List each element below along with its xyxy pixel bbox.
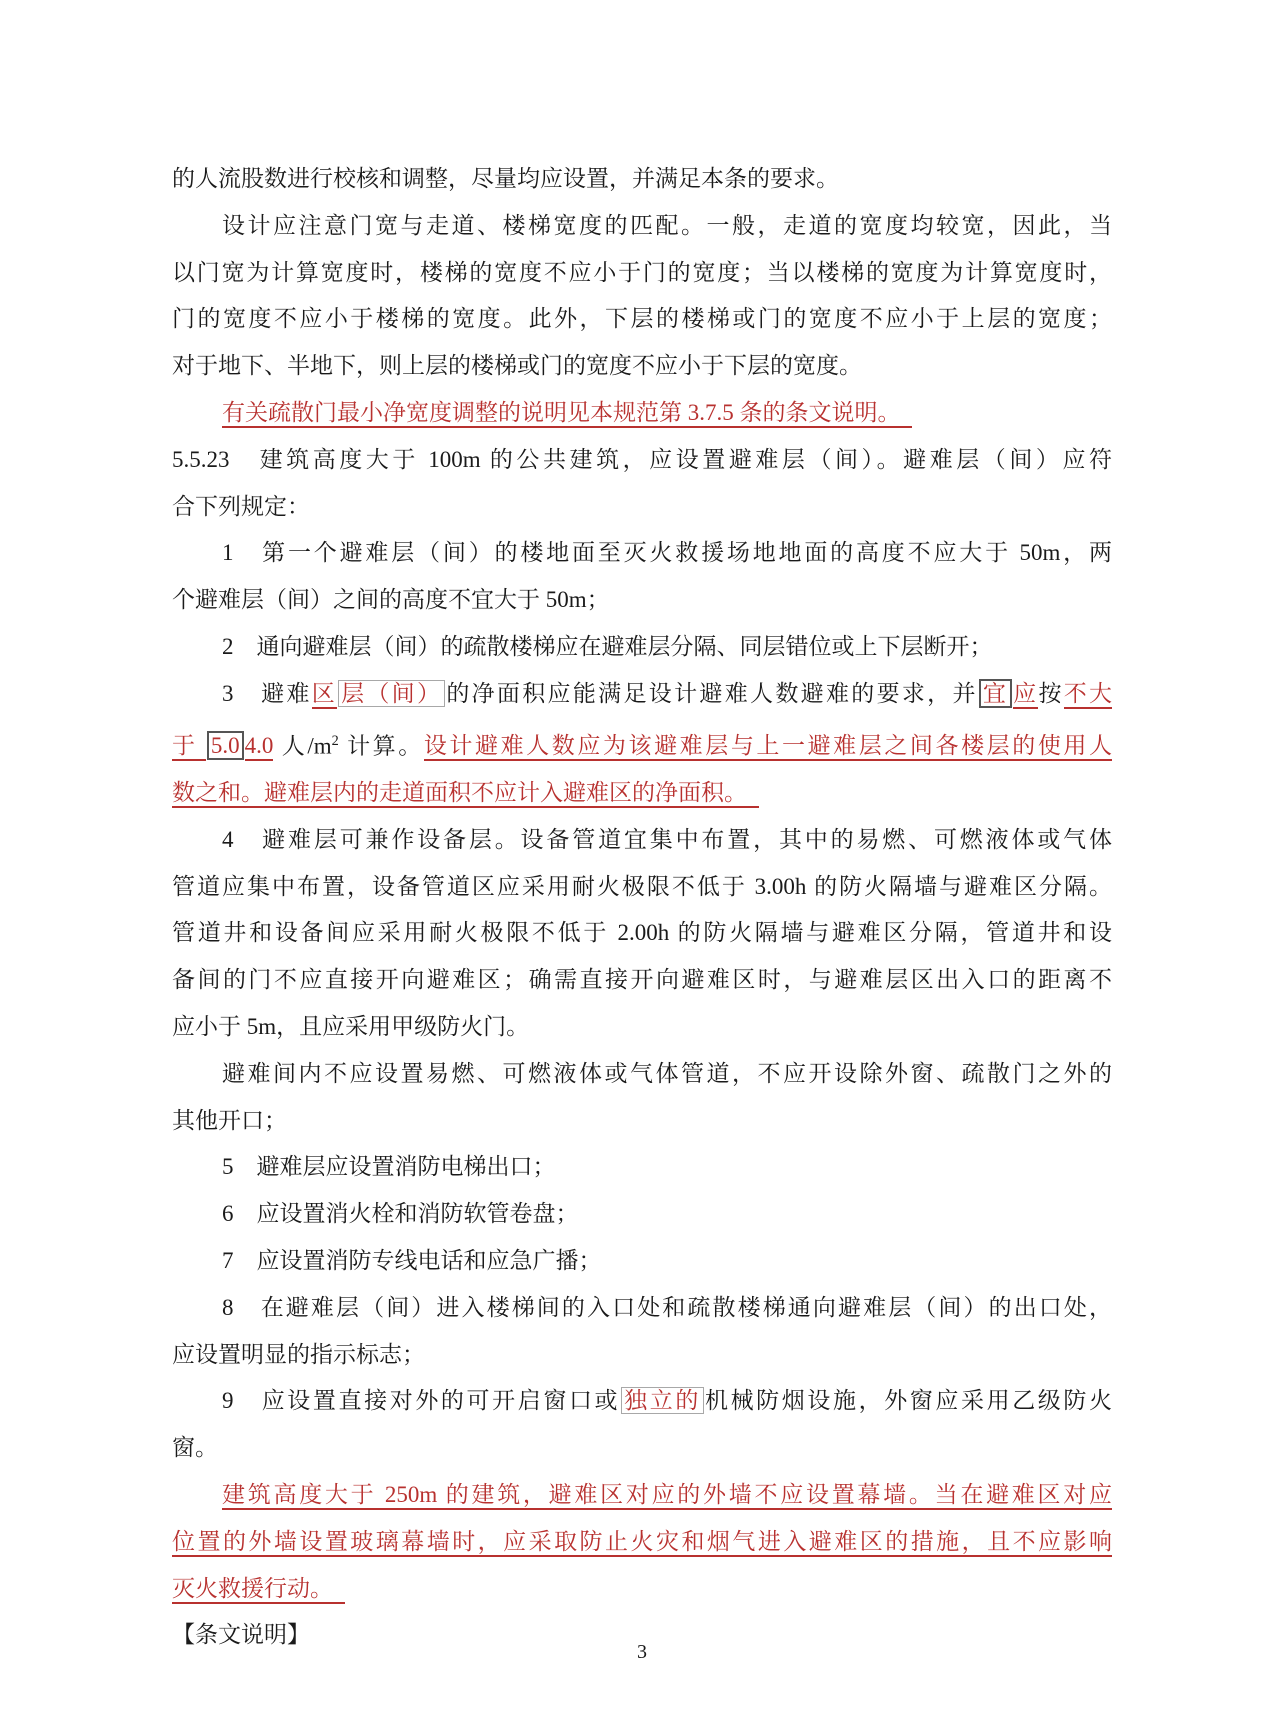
- deleted-text-box: 独立的: [621, 1387, 704, 1414]
- text-line: [172, 1238, 1112, 1285]
- body-text: 对于地下、半地下，则上层的楼梯或门的宽度不应小于下层的宽度。: [172, 353, 862, 379]
- body-text: 3 避难: [222, 680, 312, 706]
- body-text: 的净面积应能满足设计避难人数避难的要求，并: [446, 680, 978, 706]
- text-line: [172, 156, 1112, 203]
- text-line: [172, 390, 1112, 437]
- body-text: 6 应设置消火栓和消防软管卷盘；: [222, 1201, 579, 1227]
- body-text: 窗。: [172, 1435, 218, 1461]
- text-line: [172, 671, 1112, 718]
- body-text: 应小于 5m，且应采用甲级防火门。: [172, 1014, 530, 1039]
- body-text: 4 避难层可兼作设备层。设备管道宜集中布置，其中的易燃、可燃液体或气体: [222, 826, 1112, 852]
- text-line: [172, 484, 1112, 531]
- body-text: 设计应注意门宽与走道、楼梯宽度的匹配。一般，走道的宽度均较宽，因此，当: [222, 212, 1112, 238]
- body-text: 5 避难层应设置消防电梯出口；: [222, 1154, 556, 1180]
- text-line: [172, 1051, 1112, 1098]
- body-text: 1 第一个避难层（间）的楼地面至灭火救援场地地面的高度不应大于 50m，两: [222, 540, 1112, 566]
- inserted-text: 灭火救援行动。: [172, 1576, 345, 1604]
- body-text: 7 应设置消防专线电话和应急广播；: [222, 1247, 602, 1273]
- text-line: [172, 203, 1112, 250]
- text-line: [172, 1472, 1112, 1519]
- body-text: 其他开口；: [172, 1107, 287, 1133]
- text-line: [172, 1191, 1112, 1238]
- deleted-text-box: 宜: [979, 679, 1012, 708]
- text-line: [172, 1144, 1112, 1191]
- text-line: [172, 250, 1112, 297]
- body-text: 的人流股数进行校核和调整，尽量均应设置，并满足本条的要求。: [172, 166, 839, 191]
- inserted-text: 区: [312, 681, 337, 709]
- body-text: 备间的门不应直接开向避难区；确需直接开向避难区时，与避难层区出入口的距离不: [172, 967, 1112, 993]
- body-text: 按: [1038, 680, 1064, 706]
- text-line: [172, 1332, 1112, 1379]
- superscript: 2: [331, 732, 339, 749]
- text-line: [172, 577, 1112, 624]
- text-line: [172, 437, 1112, 484]
- inserted-text: 设计避难人数应为该避难层与上一避难层之间各楼层的使用人: [424, 733, 1112, 761]
- text-line: [172, 1519, 1112, 1566]
- text-line: [172, 624, 1112, 671]
- inserted-text: 位置的外墙设置玻璃幕墙时，应采取防止火灾和烟气进入避难区的措施，且不应影响: [172, 1529, 1112, 1557]
- text-line: [172, 343, 1112, 390]
- text-line: [172, 718, 1112, 770]
- body-text: 以门宽为计算宽度时，楼梯的宽度不应小于门的宽度；当以楼梯的宽度为计算宽度时，: [172, 259, 1112, 285]
- text-line: [172, 296, 1112, 343]
- inserted-text: 不大: [1064, 681, 1112, 709]
- inserted-text: 应: [1013, 681, 1038, 709]
- body-text: 5.5.23 建筑高度大于 100m 的公共建筑，应设置避难层（间）。避难层（间）应符: [172, 446, 1112, 472]
- body-text: 9 应设置直接对外的可开启窗口或: [222, 1388, 621, 1414]
- deleted-text-box: 层（间）: [338, 680, 445, 707]
- inserted-text: 建筑高度大于 250m 的建筑，避难区对应的外墙不应设置幕墙。当在避难区对应: [222, 1482, 1112, 1510]
- inserted-text: 于: [172, 733, 206, 761]
- text-line: [172, 1004, 1112, 1051]
- body-text: 2 通向避难层（间）的疏散楼梯应在避难层分隔、同层错位或上下层断开；: [222, 633, 993, 659]
- text-line: [172, 1378, 1112, 1425]
- body-text: 管道井和设备间应采用耐火极限不低于 2.00h 的防火隔墙与避难区分隔，管道井和设: [172, 920, 1113, 946]
- text-line: [172, 1285, 1112, 1332]
- body-text: 避难间内不应设置易燃、可燃液体或气体管道，不应开设除外窗、疏散门之外的: [222, 1060, 1112, 1086]
- body-text: 计算。: [338, 733, 424, 759]
- text-line: [172, 1098, 1112, 1145]
- text-line: [172, 1425, 1112, 1472]
- body-text: 个避难层（间）之间的高度不宜大于 50m；: [172, 587, 610, 613]
- body-text: 管道应集中布置，设备管道区应采用耐火极限不低于 3.00h 的防火隔墙与避难区分隔。: [172, 873, 1112, 899]
- inserted-text: 数之和。避难层内的走道面积不应计入避难区的净面积。: [172, 780, 759, 808]
- text-line: [172, 817, 1112, 864]
- body-text: 人/m: [273, 733, 332, 759]
- text-line: [172, 1566, 1112, 1613]
- text-line: [172, 530, 1112, 577]
- body-text: 门的宽度不应小于楼梯的宽度。此外，下层的楼梯或门的宽度不应小于上层的宽度；: [172, 306, 1112, 332]
- body-text: 应设置明显的指示标志；: [172, 1341, 425, 1367]
- text-line: [172, 910, 1112, 957]
- document-body: [172, 156, 1112, 1659]
- body-text: 8 在避难层（间）进入楼梯间的入口处和疏散楼梯通向避难层（间）的出口处，: [222, 1294, 1112, 1320]
- deleted-text-box: 5.0: [207, 731, 244, 760]
- inserted-text: 有关疏散门最小净宽度调整的说明见本规范第 3.7.5 条的条文说明。: [222, 400, 912, 428]
- body-text: 机械防烟设施，外窗应采用乙级防火: [704, 1388, 1113, 1414]
- body-text: 合下列规定：: [172, 493, 310, 519]
- inserted-text: 4.0: [245, 733, 274, 761]
- text-line: [172, 770, 1112, 817]
- body-text: 【条文说明】: [172, 1622, 310, 1648]
- text-line: [172, 957, 1112, 1004]
- page-number: 3: [637, 1641, 647, 1663]
- text-line: [172, 864, 1112, 911]
